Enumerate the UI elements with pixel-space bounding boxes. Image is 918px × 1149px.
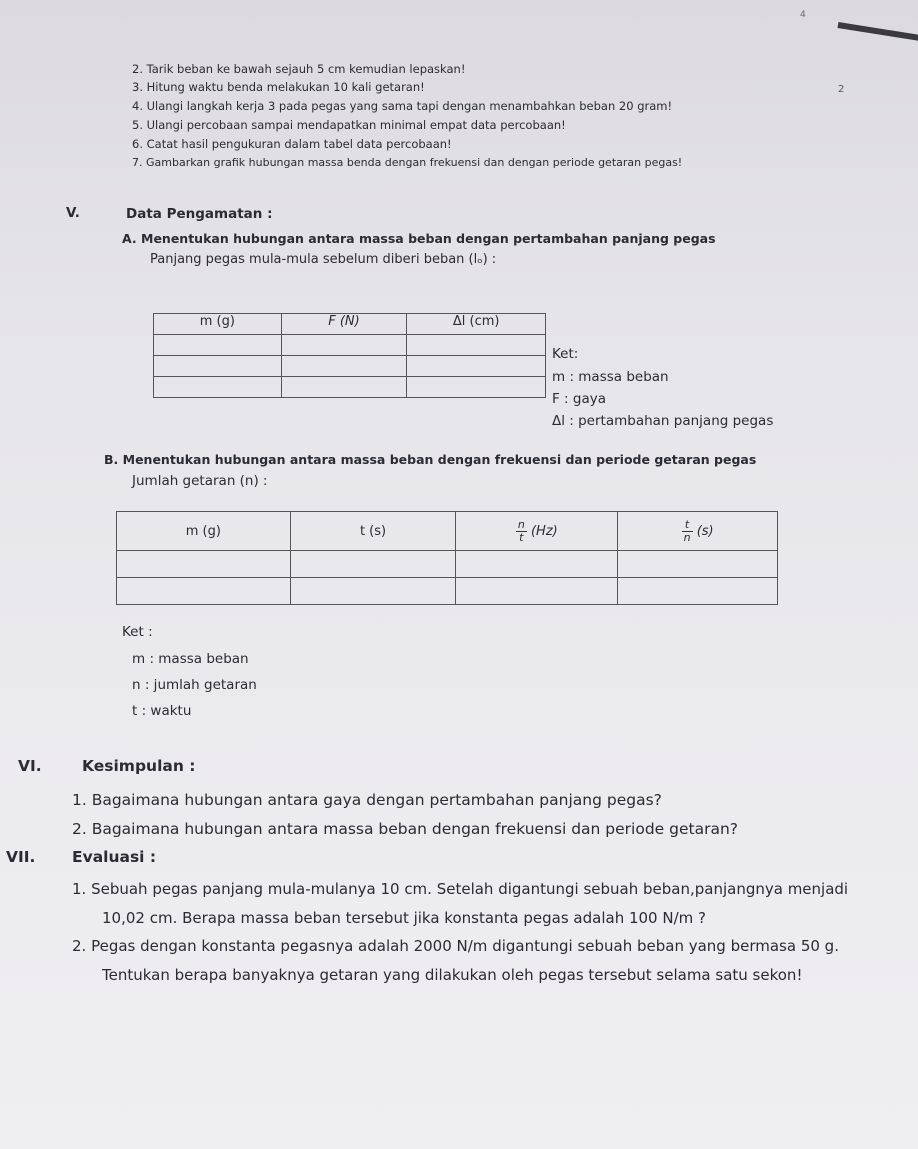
fraction-numerator: n — [517, 517, 525, 531]
legend-title: Ket: — [552, 346, 579, 362]
legend-item: t : waktu — [132, 703, 192, 719]
section-vi-title: Kesimpulan : — [82, 757, 196, 775]
table-cell[interactable] — [281, 377, 407, 398]
header-frequency — [456, 512, 618, 551]
table-cell[interactable] — [618, 551, 778, 578]
step-item: 2. Tarik beban ke bawah sejauh 5 cm kemudian lepaskan! — [132, 62, 466, 76]
table-cell[interactable] — [281, 356, 407, 377]
table-cell[interactable] — [281, 335, 407, 356]
initial-length-symbol: (lₒ) : — [468, 252, 497, 267]
table-cell[interactable] — [456, 578, 618, 605]
fraction-denominator: n — [683, 530, 691, 544]
section-v-title: Data Pengamatan : — [126, 206, 273, 222]
step-item: 4. Ulangi langkah kerja 3 pada pegas yang sama tapi dengan menambahkan beban 20 gram! — [132, 99, 673, 113]
step-item: 5. Ulangi percobaan sampai mendapatkan minimal empat data percobaan! — [132, 118, 566, 132]
fraction-denominator: t — [519, 530, 524, 544]
legend-item: F : gaya — [552, 391, 606, 407]
part-a-subtitle — [150, 252, 496, 267]
table-cell[interactable] — [154, 377, 282, 398]
legend-item: n : jumlah getaran — [132, 677, 257, 693]
table-cell[interactable] — [407, 377, 546, 398]
page-side-mark: 2 — [838, 84, 845, 95]
period-unit: (s) — [696, 523, 714, 539]
evaluation-q1-line2: 10,02 cm. Berapa massa beban tersebut jika konstanta pegas adalah 100 N/m ? — [102, 909, 706, 927]
header-mass: m (g) — [154, 314, 282, 335]
header-delta-l: Δl (cm) — [407, 314, 546, 335]
part-b-title: B. Menentukan hubungan antara massa beban dengan frekuensi dan periode getaran pegas — [104, 452, 757, 467]
section-vii-number: VII. — [6, 848, 36, 866]
header-time: t (s) — [290, 512, 456, 551]
header-mass: m (g) — [117, 512, 291, 551]
legend-item: Δl : pertambahan panjang pegas — [552, 413, 774, 429]
table-cell[interactable] — [407, 356, 546, 377]
table-cell[interactable] — [407, 335, 546, 356]
header-period — [618, 512, 778, 551]
frequency-fraction — [516, 519, 527, 544]
evaluation-q1-line1: 1. Sebuah pegas panjang mula-mulanya 10 cm. Setelah digantungi sebuah beban,panjangnya menjadi — [72, 880, 849, 898]
period-fraction — [682, 519, 693, 544]
step-item: 7. Gambarkan grafik hubungan massa benda dengan frekuensi dan dengan periode getaran pegas! — [132, 156, 683, 169]
page-edge-shadow — [838, 22, 918, 42]
table-cell[interactable] — [117, 551, 291, 578]
table-part-a — [153, 313, 546, 398]
conclusion-item: 2. Bagaimana hubungan antara massa beban dengan frekuensi dan periode getaran? — [72, 820, 738, 838]
table-cell[interactable] — [154, 335, 282, 356]
fraction-numerator: t — [682, 519, 693, 532]
initial-length-label: Panjang pegas mula-mula sebelum diberi beban — [150, 252, 465, 267]
header-force: F (N) — [281, 314, 407, 335]
part-b-legend-title: Ket : — [122, 624, 153, 640]
table-cell[interactable] — [154, 356, 282, 377]
frequency-unit: (Hz) — [530, 523, 558, 539]
evaluation-q2-line1: 2. Pegas dengan konstanta pegasnya adalah 2000 N/m digantungi sebuah beban yang bermasa 50 g. — [72, 937, 839, 955]
table-cell[interactable] — [618, 578, 778, 605]
evaluation-q2-line2: Tentukan berapa banyaknya getaran yang dilakukan oleh pegas tersebut selama satu sekon! — [102, 966, 803, 984]
page-corner-mark: 4 — [800, 10, 806, 20]
table-cell[interactable] — [290, 578, 456, 605]
step-item: 6. Catat hasil pengukuran dalam tabel data percobaan! — [132, 137, 452, 151]
legend-item: m : massa beban — [132, 651, 249, 667]
section-vi-number: VI. — [18, 757, 42, 775]
step-item: 3. Hitung waktu benda melakukan 10 kali getaran! — [132, 80, 425, 94]
table-cell[interactable] — [117, 578, 291, 605]
table-cell[interactable] — [290, 551, 456, 578]
legend-item: m : massa beban — [552, 369, 669, 385]
table-part-b — [116, 511, 778, 605]
table-cell[interactable] — [456, 551, 618, 578]
section-v-number: V. — [66, 205, 80, 221]
section-vii-title: Evaluasi : — [72, 848, 157, 866]
part-a-title: A. Menentukan hubungan antara massa beban dengan pertambahan panjang pegas — [122, 231, 716, 246]
conclusion-item: 1. Bagaimana hubungan antara gaya dengan pertambahan panjang pegas? — [72, 791, 662, 809]
part-b-subtitle: Jumlah getaran (n) : — [132, 473, 268, 489]
